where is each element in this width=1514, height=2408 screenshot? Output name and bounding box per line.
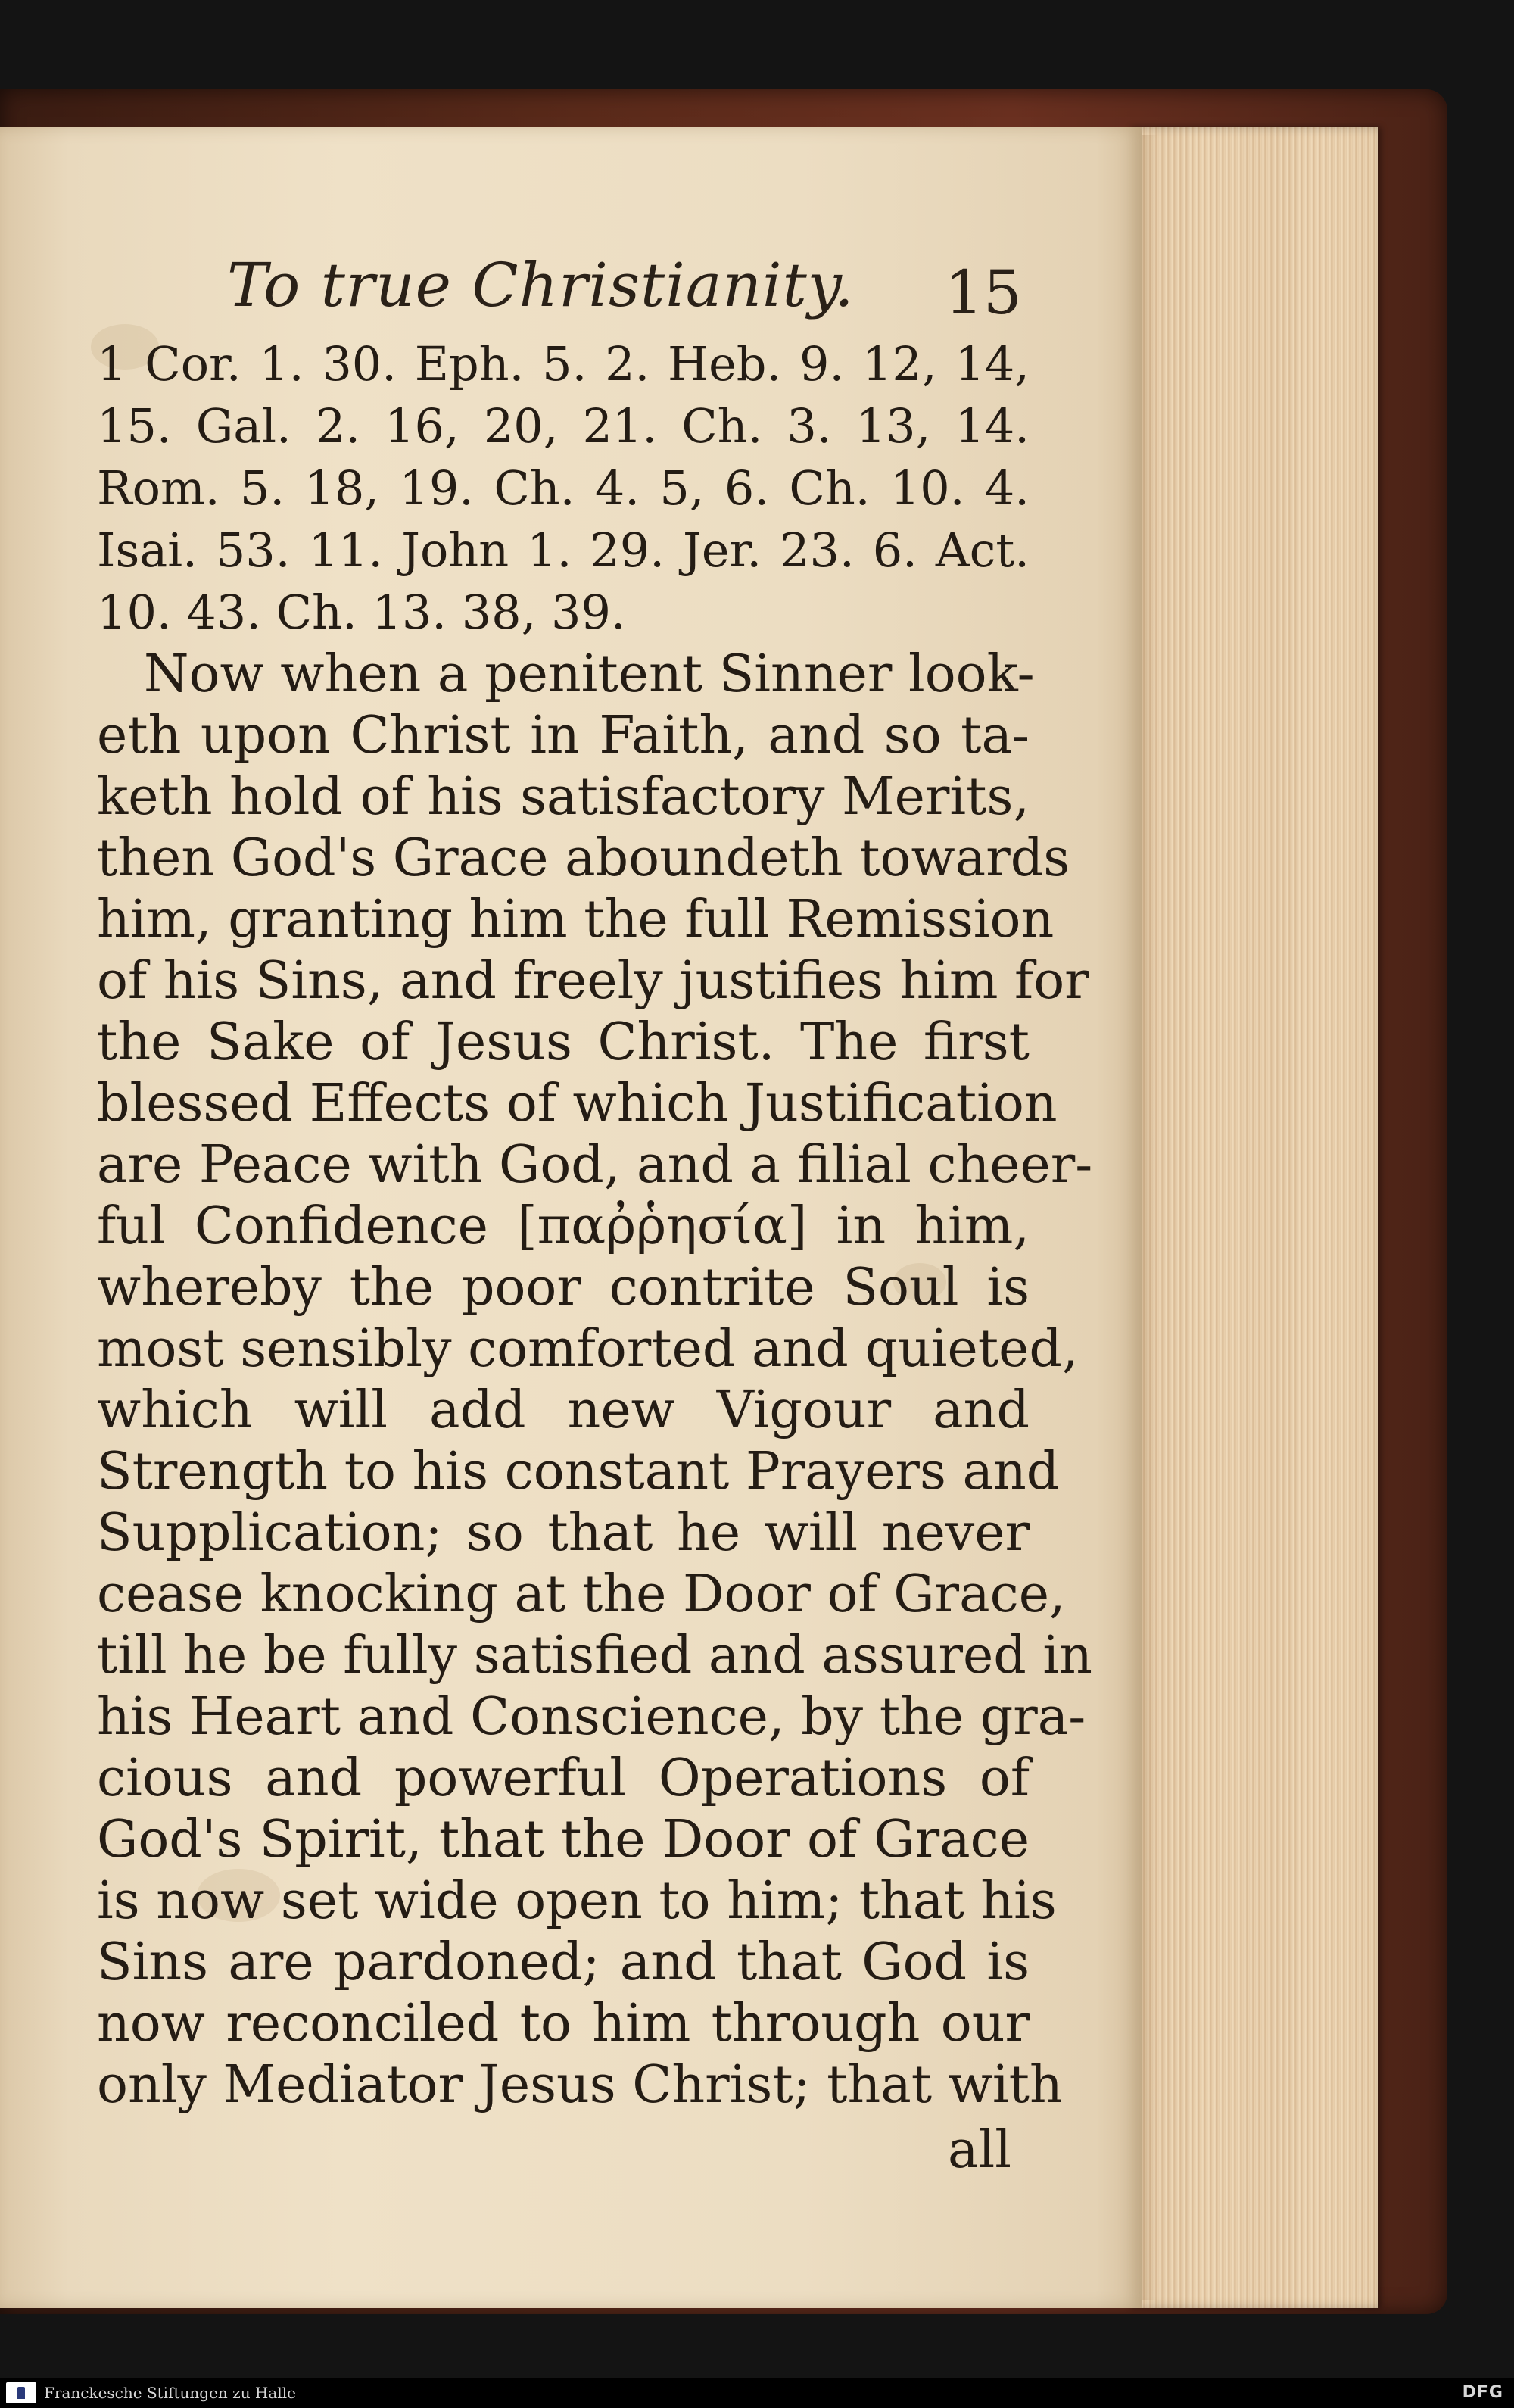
body-line: Supplication; so that he will never bbox=[97, 1503, 1030, 1563]
page-block-edge bbox=[1128, 127, 1378, 2308]
body-line: then God's Grace aboundeth towards bbox=[97, 828, 1070, 888]
running-head: To true Christianity. bbox=[227, 250, 855, 320]
body-line: keth hold of his satisfactory Merits, bbox=[97, 767, 1030, 827]
reference-line: 15. Gal. 2. 16, 20, 21. Ch. 3. 13, 14. bbox=[97, 398, 1030, 454]
institution-name: Franckesche Stiftungen zu Halle bbox=[44, 2384, 296, 2402]
body-line: him, granting him the full Remission bbox=[97, 890, 1055, 950]
body-line: cease knocking at the Door of Grace, bbox=[97, 1564, 1066, 1624]
body-line: till he be fully satisfied and assured in bbox=[97, 1626, 1092, 1686]
body-line: his Heart and Conscience, by the gra- bbox=[97, 1687, 1086, 1747]
body-line: ful Confidence [παῤῥησία] in him, bbox=[97, 1196, 1030, 1256]
reference-line: 10. 43. Ch. 13. 38, 39. bbox=[97, 585, 626, 640]
body-line: God's Spirit, that the Door of Grace bbox=[97, 1810, 1030, 1870]
catchword: all bbox=[948, 2120, 1012, 2180]
reference-line: Rom. 5. 18, 19. Ch. 4. 5, 6. Ch. 10. 4. bbox=[97, 460, 1030, 516]
reference-line: 1 Cor. 1. 30. Eph. 5. 2. Heb. 9. 12, 14, bbox=[97, 336, 1030, 391]
body-line: only Mediator Jesus Christ; that with bbox=[97, 2055, 1063, 2115]
body-paragraph bbox=[97, 644, 1093, 2116]
body-line: Sins are pardoned; and that God is bbox=[97, 1932, 1030, 1992]
body-line: Now when a penitent Sinner look- bbox=[144, 644, 1035, 704]
institution-logo-icon bbox=[6, 2382, 36, 2403]
body-line: is now set wide open to him; that his bbox=[97, 1871, 1057, 1931]
footer-bar bbox=[0, 2378, 1514, 2408]
body-line: whereby the poor contrite Soul is bbox=[97, 1258, 1030, 1318]
scripture-references bbox=[97, 333, 1030, 644]
body-line: of his Sins, and freely justifies him for bbox=[97, 951, 1089, 1011]
body-line: now reconciled to him through our bbox=[97, 1994, 1030, 2054]
body-line: the Sake of Jesus Christ. The first bbox=[97, 1012, 1030, 1072]
body-line: Strength to his constant Prayers and bbox=[97, 1442, 1060, 1502]
body-line: are Peace with God, and a filial cheer- bbox=[97, 1135, 1093, 1195]
page-text bbox=[97, 333, 1093, 2116]
reference-line: Isai. 53. 11. John 1. 29. Jer. 23. 6. Act. bbox=[97, 522, 1030, 578]
page-number: 15 bbox=[945, 257, 1022, 328]
body-line: eth upon Christ in Faith, and so ta- bbox=[97, 706, 1030, 766]
dfg-label: DFG bbox=[1462, 2383, 1503, 2402]
body-line: most sensibly comforted and quieted, bbox=[97, 1319, 1079, 1379]
body-line: which will add new Vigour and bbox=[97, 1380, 1030, 1440]
body-line: cious and powerful Operations of bbox=[97, 1748, 1030, 1808]
body-line: blessed Effects of which Justification bbox=[97, 1074, 1058, 1134]
